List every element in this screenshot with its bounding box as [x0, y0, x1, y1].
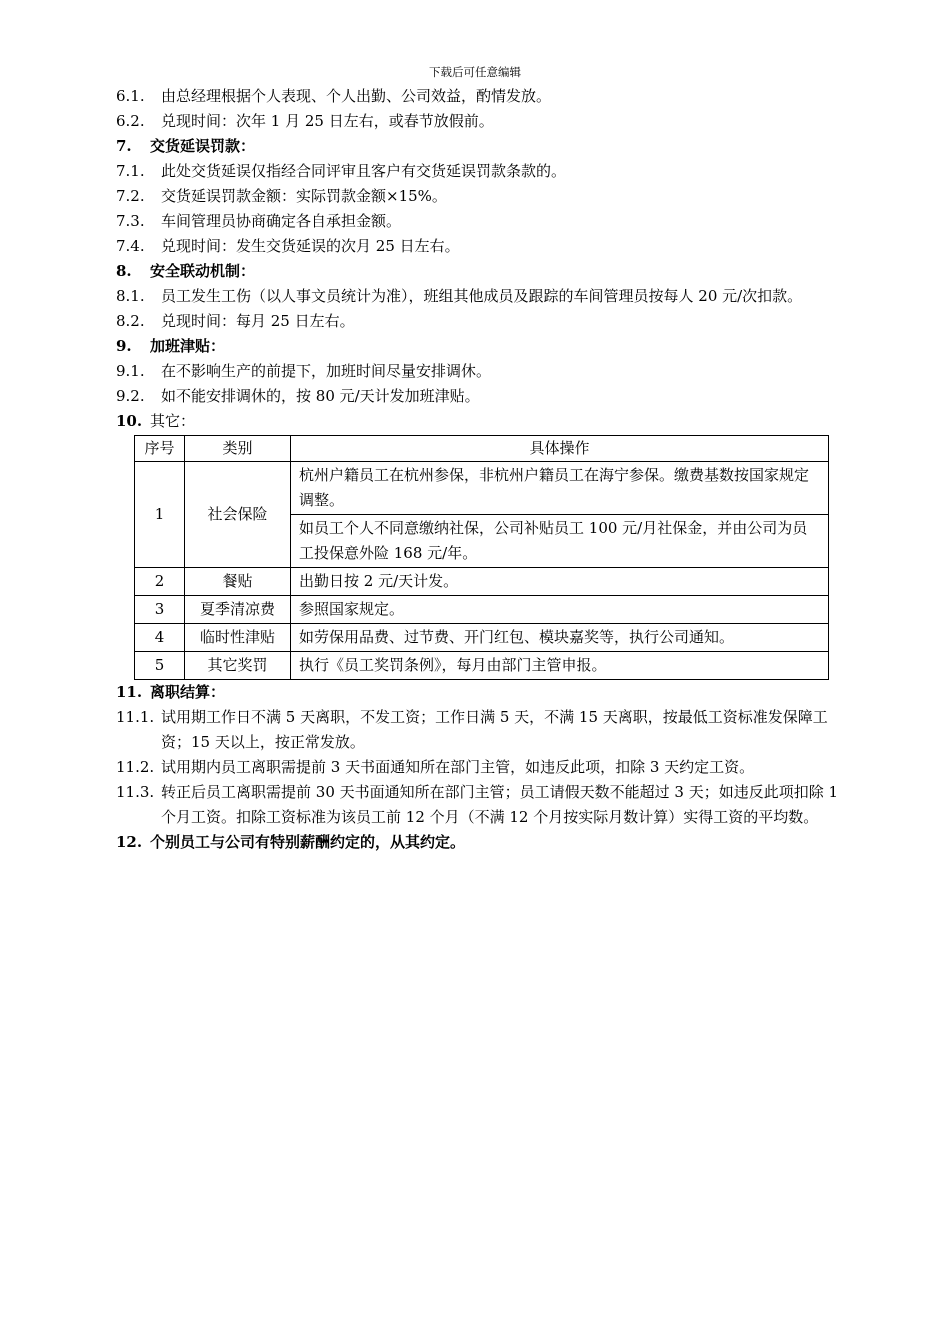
clause-7-4	[116, 234, 848, 259]
section-title: 安全联动机制：	[150, 262, 256, 280]
clause-text: 转正后员工离职需提前 30 天书面通知所在部门主管；员工请假天数不能超过 3 天；如违反此项扣除 1 个月工资。扣除工资标准为该员工前 12 个月（不满 12 个月按实际月数计算）实得工资的平均数。	[161, 783, 839, 826]
clause-number: 11.1.	[116, 708, 155, 726]
clause-text: 试用期内员工离职需提前 3 天书面通知所在部门主管，如违反此项，扣除 3 天约定工资。	[161, 758, 755, 776]
clause-7-1	[116, 159, 848, 184]
clause-number: 11.2.	[116, 758, 155, 776]
clause-number: 9.1.	[116, 362, 145, 380]
table-row	[135, 624, 829, 652]
row-operation: 如员工个人不同意缴纳社保，公司补贴员工 100 元/月社保金，并由公司为员工投保意外险 168 元/年。	[291, 515, 829, 568]
section-title: 加班津贴：	[150, 337, 226, 355]
row-category: 社会保险	[185, 462, 291, 568]
column-header-no: 序号	[135, 436, 185, 462]
clause-number: 8.1.	[116, 287, 145, 305]
clause-6-1	[116, 84, 848, 109]
clause-8-1	[116, 284, 848, 309]
benefits-table	[134, 435, 829, 680]
page-header-note: 下载后可任意编辑	[429, 65, 521, 79]
table-row	[135, 652, 829, 680]
section-title: 离职结算：	[150, 683, 226, 701]
clause-number: 7.1.	[116, 162, 145, 180]
section-number: 7.	[116, 137, 132, 155]
clause-text: 员工发生工伤（以人事文员统计为准），班组其他成员及跟踪的车间管理员按每人 20 元/次扣款。	[161, 287, 803, 305]
row-operation: 杭州户籍员工在杭州参保，非杭州户籍员工在海宁参保。缴费基数按国家规定调整。	[291, 462, 829, 515]
clause-7-3	[116, 209, 848, 234]
row-number: 2	[135, 568, 185, 596]
clause-11-1	[116, 705, 848, 755]
row-category: 其它奖罚	[185, 652, 291, 680]
section-number: 10.	[116, 412, 143, 430]
clause-text: 如不能安排调休的，按 80 元/天计发加班津贴。	[161, 387, 480, 405]
row-operation: 执行《员工奖罚条例》，每月由部门主管申报。	[291, 652, 829, 680]
row-number: 5	[135, 652, 185, 680]
section-title: 其它：	[150, 412, 196, 430]
clause-text: 试用期工作日不满 5 天离职，不发工资；工作日满 5 天，不满 15 天离职，按最低工资标准发保障工资；15 天以上，按正常发放。	[161, 708, 828, 751]
column-header-operation: 具体操作	[291, 436, 829, 462]
clause-11-3	[116, 780, 848, 830]
section-number: 12.	[116, 833, 143, 851]
clause-text: 在不影响生产的前提下，加班时间尽量安排调休。	[161, 362, 492, 380]
section-7-heading	[116, 134, 848, 159]
clause-number: 8.2.	[116, 312, 145, 330]
section-title: 交货延误罚款：	[150, 137, 256, 155]
row-operation: 如劳保用品费、过节费、开门红包、模块嘉奖等，执行公司通知。	[291, 624, 829, 652]
row-category: 临时性津贴	[185, 624, 291, 652]
section-9-heading	[116, 334, 848, 359]
table-row	[135, 596, 829, 624]
section-8-heading	[116, 259, 848, 284]
clause-text: 兑现时间：每月 25 日左右。	[161, 312, 355, 330]
clause-text: 由总经理根据个人表现、个人出勤、公司效益，酌情发放。	[161, 87, 552, 105]
section-11-heading	[116, 680, 848, 705]
clause-number: 6.2.	[116, 112, 145, 130]
row-number: 4	[135, 624, 185, 652]
clause-text: 车间管理员协商确定各自承担金额。	[161, 212, 402, 230]
clause-11-2	[116, 755, 848, 780]
clause-7-2	[116, 184, 848, 209]
section-number: 9.	[116, 337, 132, 355]
clause-text: 交货延误罚款金额：实际罚款金额×15%。	[161, 187, 447, 205]
section-number: 8.	[116, 262, 132, 280]
clause-9-2	[116, 384, 848, 409]
row-number: 3	[135, 596, 185, 624]
document-body	[116, 84, 848, 855]
clause-9-1	[116, 359, 848, 384]
section-12-heading	[116, 830, 848, 855]
clause-number: 11.3.	[116, 783, 155, 801]
row-category: 夏季清凉费	[185, 596, 291, 624]
table-row	[135, 568, 829, 596]
clause-text: 此处交货延误仅指经合同评审且客户有交货延误罚款条款的。	[161, 162, 567, 180]
section-number: 11.	[116, 683, 143, 701]
table-row	[135, 462, 829, 515]
row-number: 1	[135, 462, 185, 568]
table-header-row	[135, 436, 829, 462]
section-title: 个别员工与公司有特别薪酬约定的，从其约定。	[150, 833, 466, 851]
clause-number: 7.2.	[116, 187, 145, 205]
clause-text: 兑现时间：发生交货延误的次月 25 日左右。	[161, 237, 460, 255]
column-header-category: 类别	[185, 436, 291, 462]
section-10-heading	[116, 409, 848, 434]
clause-text: 兑现时间：次年 1 月 25 日左右，或春节放假前。	[161, 112, 494, 130]
clause-number: 7.3.	[116, 212, 145, 230]
clause-6-2	[116, 109, 848, 134]
row-operation: 出勤日按 2 元/天计发。	[291, 568, 829, 596]
row-category: 餐贴	[185, 568, 291, 596]
clause-number: 7.4.	[116, 237, 145, 255]
row-operation: 参照国家规定。	[291, 596, 829, 624]
clause-8-2	[116, 309, 848, 334]
clause-number: 6.1.	[116, 87, 145, 105]
clause-number: 9.2.	[116, 387, 145, 405]
